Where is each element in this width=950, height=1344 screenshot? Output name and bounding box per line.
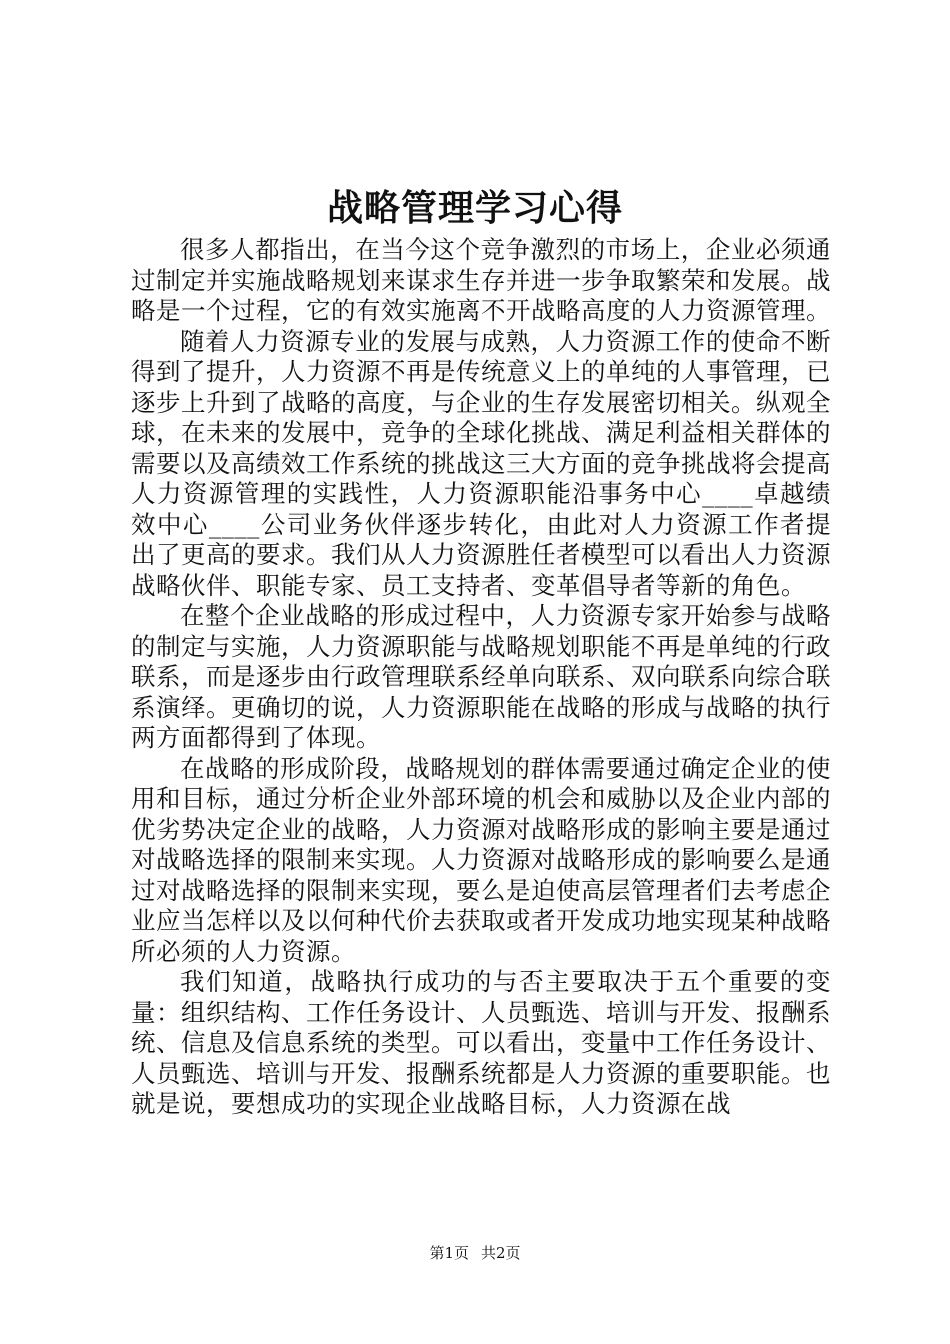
- document-body: [131, 235, 831, 1120]
- document-title: 战略管理学习心得: [326, 187, 623, 229]
- paragraph-5: 我们知道，战略执行成功的与否主要取决于五个重要的变量：组织结构、工作任务设计、人员甄选、培训与开发、报酬系统、信息及信息系统的类型。可以看出，变量中工作任务设计、人员甄选、培训与开发、报酬系统都是人力资源的重要职能。也就是说，要想成功的实现企业战略目标，人力资源在战: [131, 967, 831, 1118]
- page-total: 共2页: [481, 1244, 521, 1262]
- page-footer: [0, 1243, 950, 1263]
- paragraph-4: 在战略的形成阶段，战略规划的群体需要通过确定企业的使用和目标，通过分析企业外部环境的机会和威胁以及企业内部的优劣势决定企业的战略，人力资源对战略形成的影响主要是通过对战略选择的限制来实现。人力资源对战略形成的影响要么是通过对战略选择的限制来实现，要么是迫使高层管理者们去考虑企业应当怎样以及以何种代价去获取或者开发成功地实现某种战略所必须的人力资源。: [131, 753, 831, 966]
- paragraph-1: 很多人都指出，在当今这个竞争激烈的市场上，企业必须通过制定并实施战略规划来谋求生存并进一步争取繁荣和发展。战略是一个过程，它的有效实施离不开战略高度的人力资源管理。: [131, 235, 831, 325]
- paragraph-3: 在整个企业战略的形成过程中，人力资源专家开始参与战略的制定与实施，人力资源职能与战略规划职能不再是单纯的行政联系，而是逐步由行政管理联系经单向联系、双向联系向综合联系演绎。更确切的说，人力资源职能在战略的形成与战略的执行两方面都得到了体现。: [131, 601, 831, 752]
- paragraph-2: 随着人力资源专业的发展与成熟，人力资源工作的使命不断得到了提升，人力资源不再是传统意义上的单纯的人事管理，已逐步上升到了战略的高度，与企业的生存发展密切相关。纵观全球，在未来的发展中，竞争的全球化挑战、满足利益相关群体的需要以及高绩效工作系统的挑战这三大方面的竞争挑战将会提高人力资源管理的实践性，人力资源职能沿事务中心____卓越绩效中心____公司业务伙伴逐步转化，由此对人力资源工作者提出了更高的要求。我们从人力资源胜任者模型可以看出人力资源战略伙伴、职能专家、员工支持者、变革倡导者等新的角色。: [131, 326, 831, 600]
- page-number: 第1页: [429, 1244, 469, 1262]
